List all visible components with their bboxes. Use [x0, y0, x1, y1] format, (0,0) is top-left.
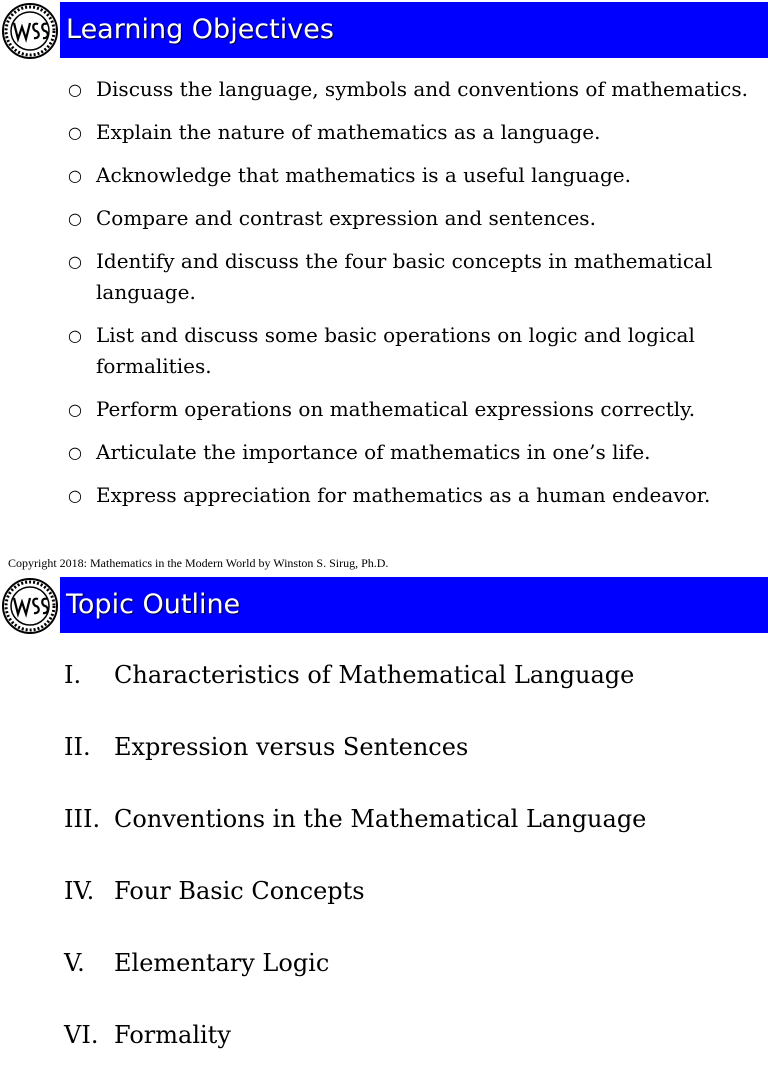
circle-bullet-icon: ○ — [68, 443, 82, 462]
objective-item — [68, 394, 758, 425]
objective-text: Identify and discuss the four basic concepts in mathematical language. — [96, 249, 713, 304]
outline-item — [64, 947, 754, 979]
topic-outline-list — [64, 659, 754, 1091]
outline-item — [64, 803, 754, 835]
circle-bullet-icon: ○ — [68, 252, 82, 271]
objective-item — [68, 437, 758, 468]
outline-text: Four Basic Concepts — [114, 877, 365, 905]
wss-logo-icon — [2, 3, 58, 59]
outline-number: I. — [64, 661, 82, 689]
outline-item — [64, 731, 754, 763]
copyright-notice: Copyright 2018: Mathematics in the Modern World by Winston S. Sirug, Ph.D. — [8, 556, 389, 570]
circle-bullet-icon: ○ — [68, 209, 82, 228]
slide-title: Learning Objectives — [60, 2, 768, 58]
outline-number: IV. — [64, 877, 95, 905]
slide-title: Topic Outline — [60, 577, 768, 633]
outline-item — [64, 1019, 754, 1051]
outline-number: VI. — [64, 1021, 99, 1049]
objective-item — [68, 203, 758, 234]
objective-text: Compare and contrast expression and sentences. — [96, 206, 596, 230]
objective-item — [68, 480, 758, 511]
outline-text: Conventions in the Mathematical Language — [114, 805, 647, 833]
outline-text: Characteristics of Mathematical Language — [114, 661, 635, 689]
objective-text: Acknowledge that mathematics is a useful language. — [96, 163, 631, 187]
outline-number: V. — [64, 949, 85, 977]
objective-text: List and discuss some basic operations on logic and logical formalities. — [96, 323, 695, 378]
circle-bullet-icon: ○ — [68, 166, 82, 185]
outline-item — [64, 875, 754, 907]
objective-text: Discuss the language, symbols and conventions of mathematics. — [96, 77, 748, 101]
circle-bullet-icon: ○ — [68, 123, 82, 142]
objective-item — [68, 117, 758, 148]
circle-bullet-icon: ○ — [68, 486, 82, 505]
objective-item — [68, 74, 758, 105]
objective-item — [68, 320, 758, 382]
circle-bullet-icon: ○ — [68, 400, 82, 419]
objective-text: Articulate the importance of mathematics in one’s life. — [96, 440, 651, 464]
outline-text: Elementary Logic — [114, 949, 330, 977]
objective-text: Express appreciation for mathematics as a human endeavor. — [96, 483, 711, 507]
outline-item — [64, 659, 754, 691]
outline-number: II. — [64, 733, 91, 761]
outline-text: Formality — [114, 1021, 231, 1049]
outline-text: Expression versus Sentences — [114, 733, 469, 761]
topic-outline-slide — [0, 575, 768, 1049]
objectives-list — [68, 74, 758, 523]
circle-bullet-icon: ○ — [68, 326, 82, 345]
wss-logo-icon — [2, 578, 58, 634]
objective-item — [68, 246, 758, 308]
objective-text: Explain the nature of mathematics as a language. — [96, 120, 601, 144]
objective-item — [68, 160, 758, 191]
outline-number: III. — [64, 805, 101, 833]
circle-bullet-icon: ○ — [68, 80, 82, 99]
objective-text: Perform operations on mathematical expressions correctly. — [96, 397, 696, 421]
